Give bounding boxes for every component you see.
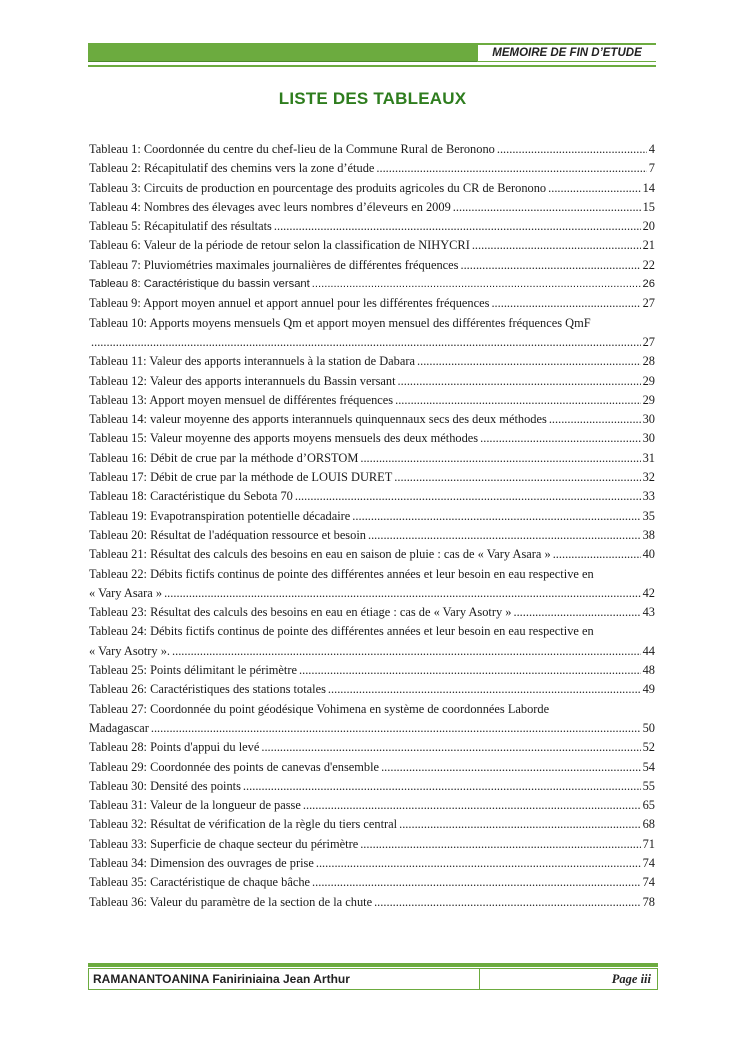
- toc-entry-page: 78: [642, 894, 655, 909]
- toc-entry-label: Tableau 16: Débit de crue par la méthode d’ORSTOM: [89, 450, 359, 465]
- toc-entry[interactable]: [89, 159, 655, 178]
- toc-entry-page: 55: [642, 778, 655, 793]
- toc-entry[interactable]: [89, 140, 655, 159]
- toc-entry-page: 26: [642, 278, 655, 291]
- toc-entry-page: 74: [642, 875, 655, 890]
- toc-entry-label: Tableau 6: Valeur de la période de retour selon la classification de NIHYCRI: [89, 238, 470, 253]
- toc-entry-page: 27: [642, 334, 655, 349]
- toc-entry-label: Tableau 29: Coordonnée des points de canevas d'ensemble: [89, 759, 380, 774]
- toc-entry-label: Tableau 25: Points délimitant le périmètre: [89, 663, 297, 678]
- toc-entry-label: Madagascar: [89, 720, 149, 735]
- toc-entry-page: 68: [642, 817, 655, 832]
- toc-entry[interactable]: [89, 738, 655, 757]
- toc-entry-label: Tableau 15: Valeur moyenne des apports moyens mensuels des deux méthodes: [89, 431, 479, 446]
- toc-entry-label: Tableau 20: Résultat de l'adéquation ressource et besoin: [89, 527, 366, 542]
- toc-leader-dots: [472, 236, 641, 255]
- toc-entry-page: 52: [642, 740, 655, 755]
- toc-leader-dots: [480, 429, 640, 448]
- toc-leader-dots: [549, 410, 641, 429]
- toc-entry[interactable]: [89, 468, 655, 487]
- toc-entry[interactable]: [89, 873, 655, 892]
- toc-leader-dots: [460, 256, 640, 275]
- page-title: LISTE DES TABLEAUX: [278, 89, 467, 108]
- toc-entry-label: Tableau 12: Valeur des apports interannuels du Bassin versant: [89, 373, 396, 388]
- toc-entry-page: 29: [642, 373, 655, 388]
- toc-leader-dots: [243, 777, 641, 796]
- footer-author: RAMANANTOANINA Faniriniaina Jean Arthur: [89, 969, 480, 989]
- toc-entry-label-line1: Tableau 24: Débits fictifs continus de pointe des différentes années et leur besoin en eau respective en: [89, 624, 594, 639]
- toc-entry-page: 32: [642, 470, 655, 485]
- toc-entry[interactable]: [89, 796, 655, 815]
- toc-entry[interactable]: [89, 835, 655, 854]
- toc-entry-label: Tableau 4: Nombres des élevages avec leurs nombres d’éleveurs en 2009: [89, 199, 451, 214]
- toc-leader-dots: [303, 796, 641, 815]
- toc-entry[interactable]: [89, 372, 655, 391]
- toc-entry-page: 4: [648, 142, 655, 156]
- toc-entry[interactable]: [89, 179, 655, 198]
- table-list: [89, 140, 655, 912]
- toc-entry-page: 54: [642, 759, 655, 774]
- toc-entry[interactable]: [89, 603, 655, 622]
- toc-entry-label: Tableau 31: Valeur de la longueur de passe: [89, 798, 301, 813]
- toc-entry[interactable]: [89, 236, 655, 255]
- toc-entry-label: Tableau 17: Débit de crue par la méthode de LOUIS DURET: [89, 470, 393, 485]
- toc-entry-label: Tableau 14: valeur moyenne des apports interannuels quinquennaux secs des deux méthodes: [89, 412, 547, 427]
- toc-leader-dots: [553, 545, 641, 564]
- toc-entry-page: 71: [642, 836, 655, 851]
- toc-leader-dots: [328, 680, 641, 699]
- toc-leader-dots: [398, 372, 641, 391]
- toc-leader-dots: [417, 352, 641, 371]
- toc-entry-label: Tableau 35: Caractéristique de chaque bâche: [89, 875, 311, 890]
- toc-entry[interactable]: [89, 680, 655, 699]
- toc-entry-label-line1: Tableau 10: Apports moyens mensuels Qm et apport moyen mensuel des différentes fréquences QmF: [89, 315, 591, 330]
- toc-entry-page: 38: [642, 527, 655, 542]
- footer: [88, 968, 658, 990]
- toc-entry[interactable]: [89, 893, 655, 912]
- toc-entry[interactable]: [89, 700, 655, 739]
- toc-entry[interactable]: [89, 256, 655, 275]
- toc-entry-page: 40: [642, 547, 655, 562]
- toc-entry[interactable]: [89, 391, 655, 410]
- toc-entry[interactable]: [89, 487, 655, 506]
- toc-entry-page: 30: [642, 412, 655, 427]
- toc-entry-label: Tableau 3: Circuits de production en pourcentage des produits agricoles du CR de Beronono: [89, 180, 547, 195]
- toc-entry-label: Tableau 34: Dimension des ouvrages de prise: [89, 855, 314, 870]
- toc-leader-dots: [395, 391, 641, 410]
- toc-leader-dots: [376, 159, 646, 178]
- toc-entry-label: Tableau 11: Valeur des apports interannuels à la station de Dabara: [89, 354, 415, 369]
- toc-entry-page: 14: [642, 180, 655, 195]
- toc-leader-dots: [368, 526, 641, 545]
- toc-entry-label: Tableau 18: Caractéristique du Sebota 70: [89, 489, 293, 504]
- toc-leader-dots: [360, 449, 640, 468]
- toc-entry[interactable]: [89, 275, 655, 294]
- toc-entry-label: Tableau 32: Résultat de vérification de la règle du tiers central: [89, 817, 398, 832]
- toc-entry-page: 74: [642, 855, 655, 870]
- toc-leader-dots: [381, 758, 641, 777]
- footer-rule: [88, 963, 658, 967]
- toc-leader-dots: [91, 333, 641, 352]
- toc-entry[interactable]: [89, 294, 655, 313]
- toc-leader-dots: [299, 661, 641, 680]
- toc-entry-page: 27: [642, 296, 655, 311]
- toc-leader-dots: [497, 140, 647, 159]
- toc-entry[interactable]: [89, 661, 655, 680]
- toc-entry-label: Tableau 28: Points d'appui du levé: [89, 740, 260, 755]
- toc-entry-label: Tableau 30: Densité des points: [89, 778, 241, 793]
- toc-entry-page: 43: [642, 605, 655, 620]
- header-bar: [88, 43, 656, 62]
- toc-leader-dots: [513, 603, 640, 622]
- toc-entry-page: 7: [648, 161, 655, 176]
- toc-entry[interactable]: [89, 410, 655, 429]
- toc-entry[interactable]: [89, 526, 655, 545]
- toc-leader-dots: [399, 815, 641, 834]
- toc-entry-page: 30: [642, 431, 655, 446]
- toc-entry[interactable]: [89, 622, 655, 661]
- toc-leader-dots: [352, 507, 640, 526]
- toc-entry-page: 50: [642, 720, 655, 735]
- toc-entry-page: 21: [642, 238, 655, 253]
- toc-entry-label: Tableau 9: Apport moyen annuel et apport annuel pour les différentes fréquences: [89, 296, 490, 311]
- toc-entry-label-line1: Tableau 27: Coordonnée du point géodésique Vohimena en système de coordonnées Laborde: [89, 701, 550, 716]
- toc-entry[interactable]: [89, 545, 655, 564]
- toc-entry-label: Tableau 26: Caractéristiques des stations totales: [89, 682, 326, 697]
- header-label: MEMOIRE DE FIN D’ETUDE: [477, 44, 656, 62]
- toc-entry-label: Tableau 7: Pluviométries maximales journalières de différentes fréquences: [89, 257, 459, 272]
- toc-entry[interactable]: [89, 777, 655, 796]
- toc-entry-page: 20: [642, 219, 655, 234]
- toc-entry-label: « Vary Asara »: [89, 585, 163, 600]
- toc-entry-label: Tableau 5: Récapitulatif des résultats: [89, 219, 272, 234]
- toc-leader-dots: [151, 719, 641, 738]
- toc-leader-dots: [360, 835, 640, 854]
- toc-entry[interactable]: [89, 429, 655, 448]
- toc-leader-dots: [312, 873, 641, 892]
- toc-entry-label: Tableau 36: Valeur du paramètre de la section de la chute: [89, 894, 373, 909]
- toc-entry-label: Tableau 1: Coordonnée du centre du chef-lieu de la Commune Rural de Beronono: [89, 142, 495, 156]
- toc-entry[interactable]: [89, 758, 655, 777]
- toc-entry-page: 42: [642, 585, 655, 600]
- toc-entry-page: 48: [642, 663, 655, 678]
- toc-entry[interactable]: [89, 815, 655, 834]
- toc-entry-label: Tableau 8: Caractéristique du bassin versant: [89, 278, 310, 291]
- footer-page-number: Page iii: [611, 972, 651, 986]
- toc-entry-page: 22: [642, 257, 655, 272]
- toc-entry-page: 49: [642, 682, 655, 697]
- toc-entry-page: 35: [642, 508, 655, 523]
- toc-entry-label: Tableau 19: Evapotranspiration potentielle décadaire: [89, 508, 351, 523]
- toc-entry-label: « Vary Asotry ».: [89, 643, 170, 658]
- toc-leader-dots: [491, 294, 640, 313]
- toc-entry-page: 44: [642, 643, 655, 658]
- toc-entry-label: Tableau 13: Apport moyen mensuel de différentes fréquences: [89, 392, 394, 407]
- toc-entry-page: 28: [642, 354, 655, 369]
- header-rule: [88, 65, 656, 67]
- toc-entry[interactable]: [89, 854, 655, 873]
- toc-entry[interactable]: [89, 217, 655, 236]
- toc-entry-page: 65: [642, 798, 655, 813]
- toc-leader-dots: [394, 468, 640, 487]
- toc-leader-dots: [295, 487, 641, 506]
- toc-entry-label: Tableau 2: Récapitulatif des chemins vers la zone d’étude: [89, 161, 375, 176]
- toc-leader-dots: [261, 738, 640, 757]
- toc-entry-page: 33: [642, 489, 655, 504]
- toc-leader-dots: [312, 275, 641, 294]
- toc-leader-dots: [274, 217, 641, 236]
- toc-entry[interactable]: [89, 565, 655, 604]
- toc-leader-dots: [164, 584, 641, 603]
- toc-entry-page: 15: [642, 199, 655, 214]
- toc-leader-dots: [316, 854, 641, 873]
- toc-entry[interactable]: [89, 449, 655, 468]
- toc-entry-label: Tableau 21: Résultat des calculs des besoins en eau en saison de pluie : cas de « Vary Asara »: [89, 547, 551, 562]
- toc-entry-page: 29: [642, 392, 655, 407]
- toc-leader-dots: [548, 179, 640, 198]
- toc-entry[interactable]: [89, 352, 655, 371]
- toc-entry-label: Tableau 33: Superficie de chaque secteur du périmètre: [89, 836, 359, 851]
- toc-entry[interactable]: [89, 198, 655, 217]
- toc-leader-dots: [172, 642, 641, 661]
- toc-entry[interactable]: [89, 507, 655, 526]
- toc-entry-page: 31: [642, 450, 655, 465]
- toc-entry-label-line1: Tableau 22: Débits fictifs continus de pointe des différentes années et leur besoin en eau respective en: [89, 566, 594, 581]
- toc-leader-dots: [374, 893, 641, 912]
- toc-entry-label: Tableau 23: Résultat des calculs des besoins en eau en étiage : cas de « Vary Asotry »: [89, 605, 512, 620]
- toc-entry[interactable]: [89, 314, 655, 353]
- toc-leader-dots: [453, 198, 641, 217]
